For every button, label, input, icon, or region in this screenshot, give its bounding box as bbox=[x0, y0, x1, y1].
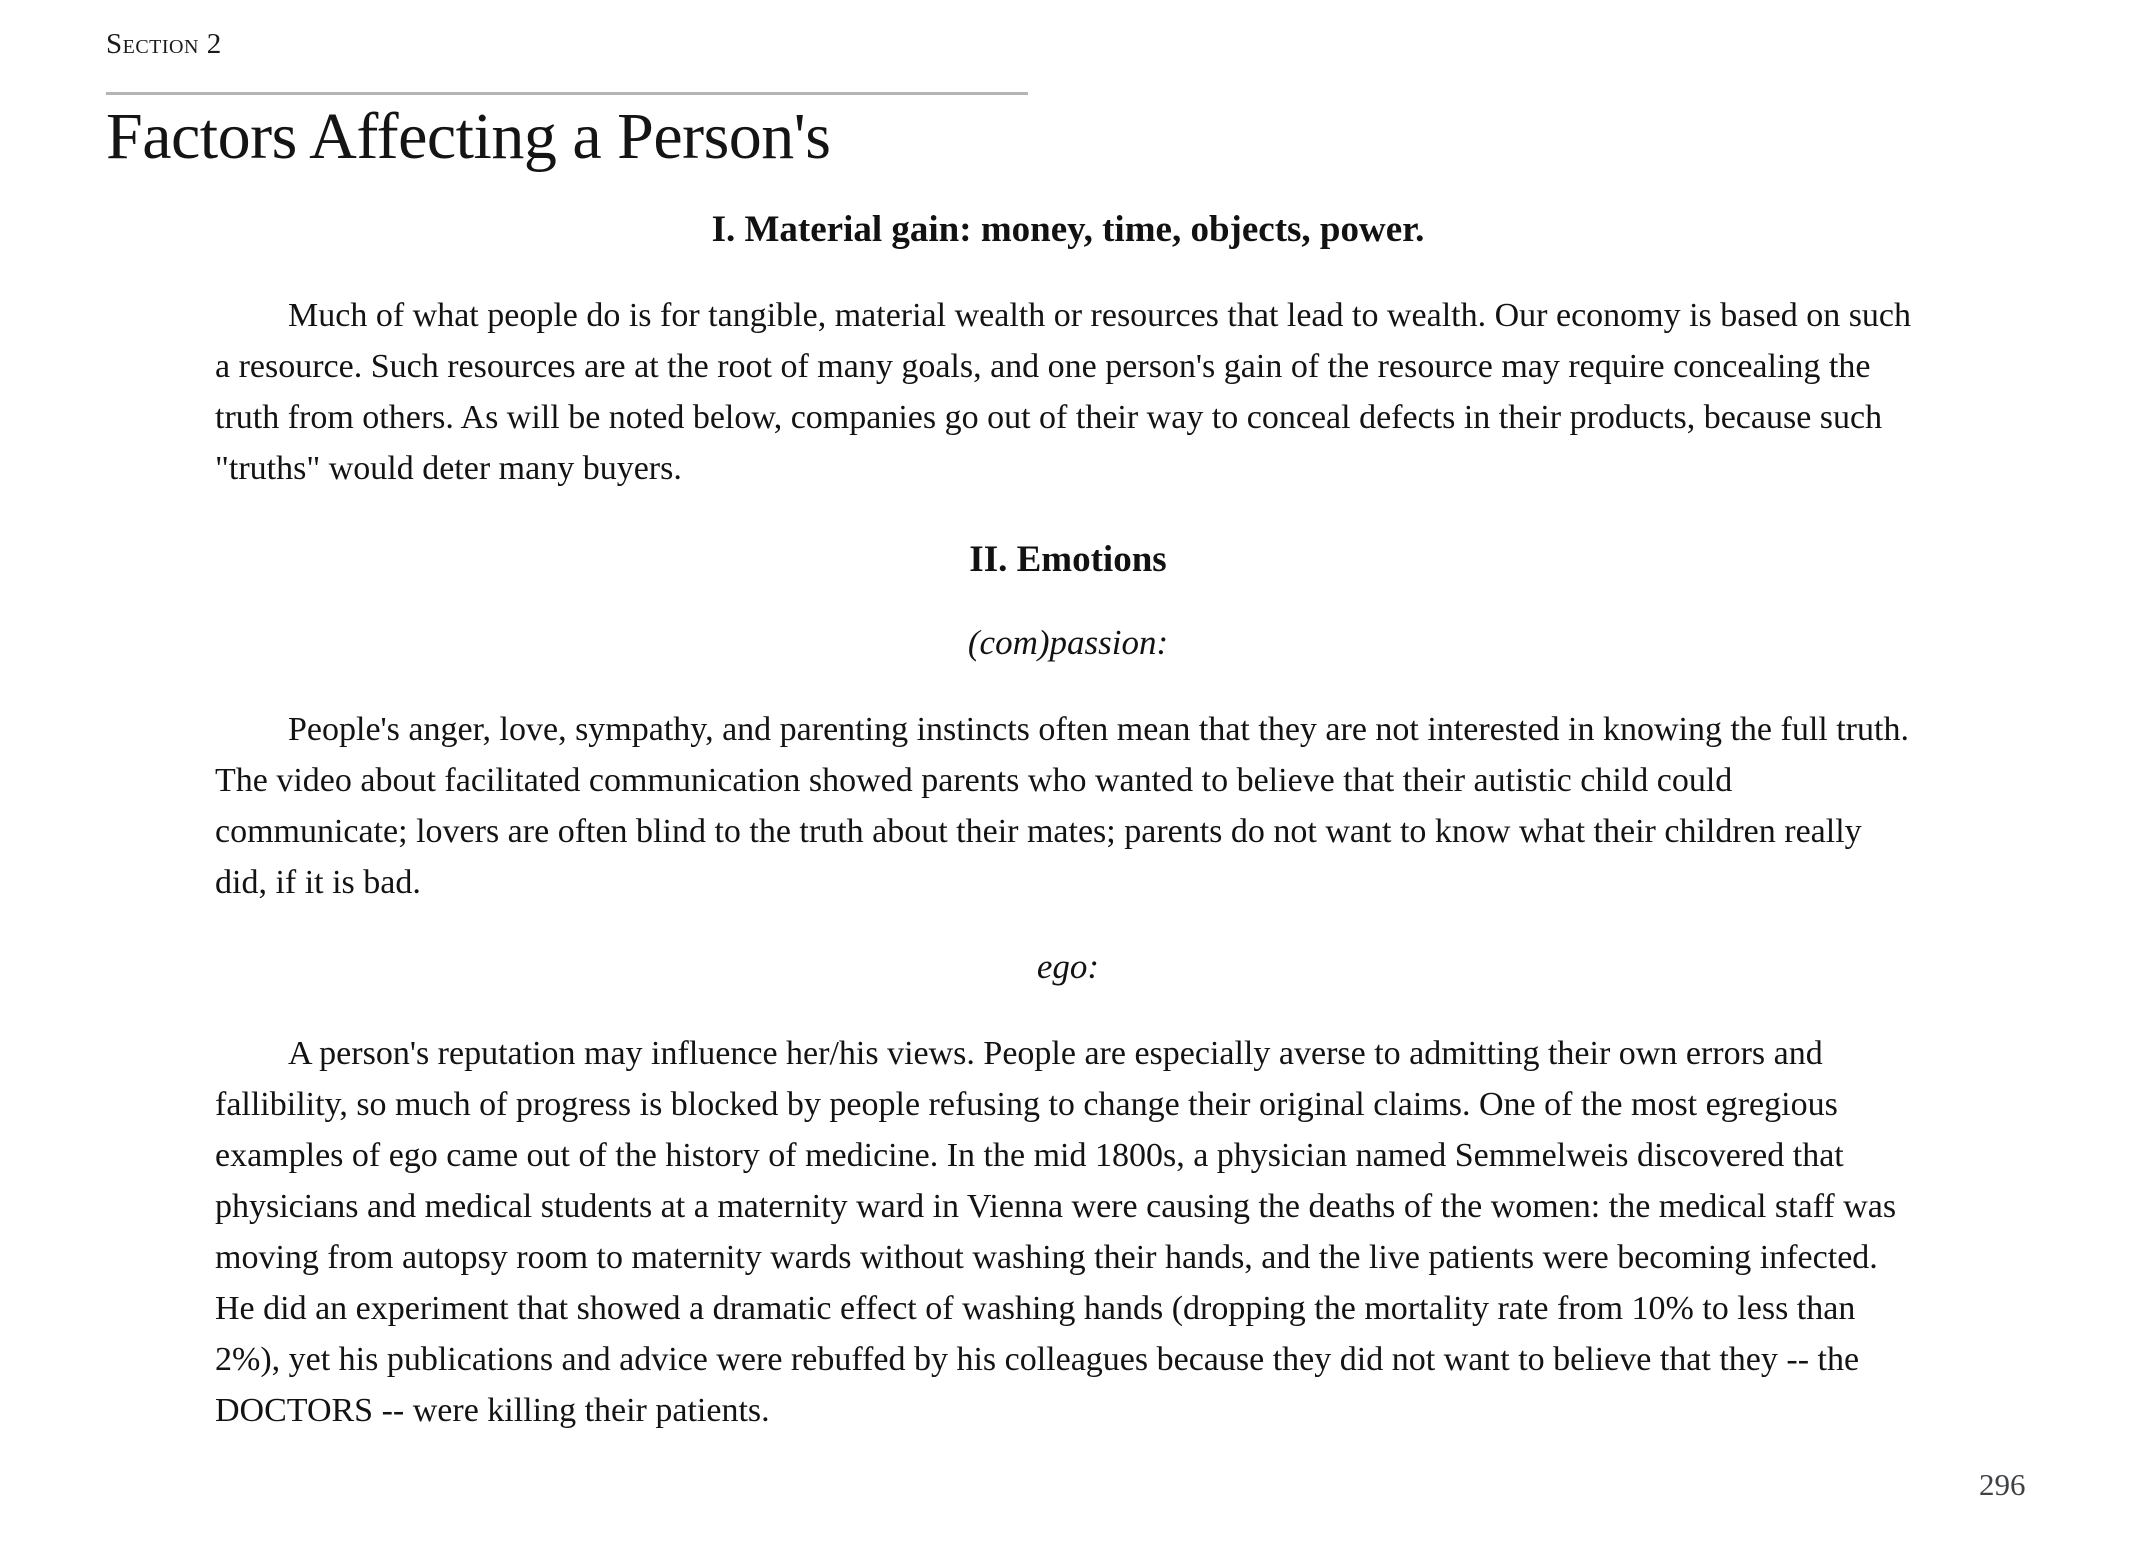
title-divider bbox=[106, 92, 1028, 95]
document-body bbox=[215, 206, 1921, 1436]
paragraph-material-gain: Much of what people do is for tangible, material wealth or resources that lead to wealth. Our economy is based on such a resource. Such resources are at the root of many goals, and one person's gain of the resource may require concealing the truth from others. As will be noted below, companies go out of their way to conceal defects in their products, because such "truths" would deter many buyers. bbox=[215, 297, 1912, 487]
heading-emotions: II. Emotions bbox=[969, 539, 1167, 580]
section-kicker: Section 2 bbox=[106, 28, 222, 60]
page-title: Factors Affecting a Person's bbox=[106, 100, 831, 173]
paragraph-ego: A person's reputation may influence her/his views. People are especially averse to admitting their own errors and fallibility, so much of progress is blocked by people refusing to change their original claims. One of the most egregious examples of ego came out of the history of medicine. In the mid 1800s, a physician named Semmelweis discovered that physicians and medical students at a maternity ward in Vienna were causing the deaths of the women: the medical staff was moving from autopsy room to maternity wards without washing their hands, and the live patients were becoming infected. He did an experiment that showed a dramatic effect of washing hands (dropping the mortality rate from 10% to less than 2%), yet his publications and advice were rebuffed by his colleagues because they did not want to believe that they -- the DOCTORS -- were killing their patients. bbox=[215, 1035, 1897, 1429]
paragraph-compassion: People's anger, love, sympathy, and parenting instincts often mean that they are not interested in knowing the full truth. The video about facilitated communication showed parents who wanted to believe that their autistic child could communicate; lovers are often blind to the truth about their mates; parents do not want to know what their children really did, if it is bad. bbox=[215, 711, 1909, 901]
subheading-compassion: (com)passion: bbox=[967, 623, 1169, 662]
subheading-ego: ego: bbox=[1036, 947, 1100, 986]
heading-material-gain: I. Material gain: money, time, objects, power. bbox=[711, 209, 1425, 250]
document-header bbox=[106, 0, 1028, 173]
page-number: 296 bbox=[1979, 1467, 2026, 1502]
